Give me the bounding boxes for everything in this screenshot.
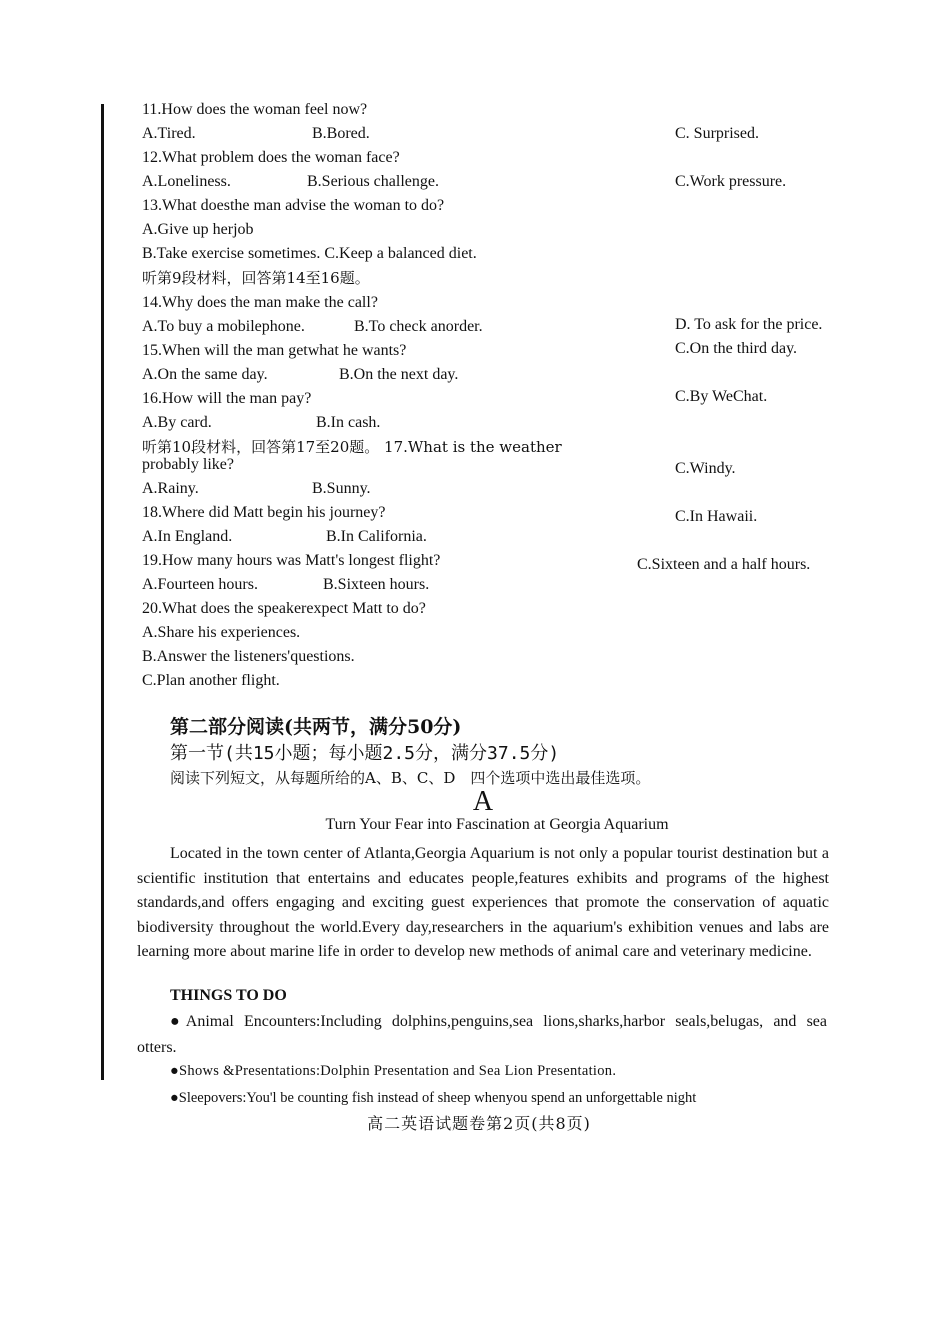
q14-option-b: B.To check anorder. — [354, 318, 483, 335]
q15-option-b: B.On the next day. — [339, 366, 459, 383]
q17-stem-line2: probably like? — [142, 456, 234, 473]
bullet-animal-encounters: ●Animal Encounters:Including dolphins,penguins,sea lions,sharks,harbor seals,belugas, and sea otters. — [137, 1013, 827, 1056]
q14-option-d: D. To ask for the price. — [675, 316, 823, 333]
q16-stem: 16.How will the man pay? — [142, 390, 312, 407]
q15-stem: 15.When will the man getwhat he wants? — [142, 342, 407, 359]
q15-option-a: A.On the same day. — [142, 366, 268, 383]
q13-option-a: A.Give up herjob — [142, 221, 254, 238]
reading-instruction: 阅读下列短文，从每题所给的A、B、C、D 四个选项中选出最佳选项。 — [170, 769, 651, 787]
passage-title: Turn Your Fear into Fascination at Georgia Aquarium — [325, 816, 669, 833]
q18-option-b: B.In California. — [326, 528, 427, 545]
q17-option-a: A.Rainy. — [142, 480, 199, 497]
part-title: 第二部分阅读(共两节，满分50分) — [170, 716, 462, 738]
q11-stem: 11.How does the woman feel now? — [142, 101, 368, 118]
q20-option-b: B.Answer the listeners'questions. — [142, 648, 355, 665]
listening-note-9: 听第9段材料，回答第14至16题。 — [142, 269, 370, 287]
listening-note-10-q17: 听第10段材料，回答第17至20题。 17.What is the weather — [142, 438, 562, 456]
q13-option-bc: B.Take exercise sometimes. C.Keep a balanced diet. — [142, 245, 477, 262]
q19-option-b: B.Sixteen hours. — [323, 576, 430, 593]
q11-option-c: C. Surprised. — [675, 125, 759, 142]
margin-rule — [101, 104, 104, 1080]
q11-option-a: A.Tired. — [142, 125, 196, 142]
passage-letter: A — [472, 786, 494, 817]
q12-option-b: B.Serious challenge. — [307, 173, 439, 190]
bullet-sleepovers: ●Sleepovers:You'l be counting fish instead of sheep whenyou spend an unforgettable night — [170, 1090, 697, 1106]
q18-option-c: C.In Hawaii. — [675, 508, 758, 525]
q20-option-c: C.Plan another flight. — [142, 672, 280, 689]
q18-option-a: A.In England. — [142, 528, 233, 545]
q16-option-a: A.By card. — [142, 414, 212, 431]
bullet-shows-presentations: ●Shows &Presentations:Dolphin Presentation and Sea Lion Presentation. — [170, 1063, 617, 1079]
q14-stem: 14.Why does the man make the call? — [142, 294, 378, 311]
q14-option-a: A.To buy a mobilephone. — [142, 318, 305, 335]
q11-option-b: B.Bored. — [312, 125, 370, 142]
q20-option-a: A.Share his experiences. — [142, 624, 301, 641]
q12-option-c: C.Work pressure. — [675, 173, 787, 190]
q20-stem: 20.What does the speakerexpect Matt to do? — [142, 600, 426, 617]
q12-stem: 12.What problem does the woman face? — [142, 149, 400, 166]
q13-stem: 13.What doesthe man advise the woman to do? — [142, 197, 445, 214]
q19-option-c: C.Sixteen and a half hours. — [637, 556, 811, 573]
q16-option-c: C.By WeChat. — [675, 388, 768, 405]
passage-paragraph: Located in the town center of Atlanta,Georgia Aquarium is not only a popular tourist destination but a scientific institution that entertains and educates people,features exhibits and programs of the highest standards,and offers engaging and exciting guest experiences that promote the conservation of aquatic biodiversity throughout the world.Every day,researchers in the aquarium's exhibition venues and labs are learning more about marine life in order to develop new methods of animal care and veterinary medicine. — [137, 845, 829, 960]
q17-option-b: B.Sunny. — [312, 480, 371, 497]
q12-option-a: A.Loneliness. — [142, 173, 231, 190]
page-footer: 高二英语试题卷第2页(共8页) — [367, 1114, 591, 1133]
things-to-do-heading: THINGS TO DO — [170, 987, 287, 1004]
q19-stem: 19.How many hours was Matt's longest flight? — [142, 552, 441, 569]
q18-stem: 18.Where did Matt begin his journey? — [142, 504, 386, 521]
q15-option-c: C.On the third day. — [675, 340, 798, 357]
q17-option-c: C.Windy. — [675, 460, 736, 477]
subsection-title: 第一节(共15小题；每小题2.5分，满分37.5分) — [170, 743, 560, 764]
q16-option-b: B.In cash. — [316, 414, 381, 431]
q19-option-a: A.Fourteen hours. — [142, 576, 258, 593]
